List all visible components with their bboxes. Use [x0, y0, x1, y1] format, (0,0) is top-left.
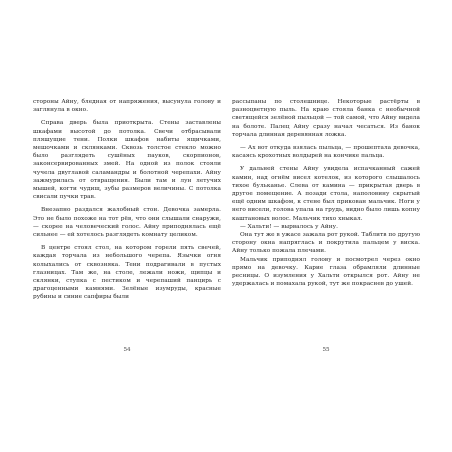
left-page [33, 98, 221, 302]
left-paragraph-2: Справа дверь была приоткрыта. Стены заставлены шкафами высотой до потолка. Свечи отбрасывали пляшущие тени. Полки шкафов набиты ящичками, мешочками и склянками. Сквозь толстое стекло можно было разглядеть сушёных пауков, скорпионов, законсервированных змей. На одной из полок стояли чучела двуглавой саламандры и болотной черепахи. Айну зажмурилась от отвращения. Были там и лун летучих мышей, когти чудищ, зубы размеров величины. С потолка свисали пучки трав. [33, 120, 221, 201]
right-paragraph-5: Она тут же в ужасе зажала рот рукой. Таблитв по другую сторону окна напряглась и покрутила пальцем у виска. Айну только пожала плечами. [232, 232, 420, 255]
left-page-number: 54 [123, 347, 131, 353]
right-paragraph-6: Мальчик приподнял голову и посмотрел через окно прямо на девочку. Карие глаза обрамляли длинные ресницы. О изумления у Хальти открылся рот. Айну не удержалась и помахала рукой, тут же покраснев до ушей. [232, 256, 420, 288]
right-page-number: 55 [322, 347, 330, 353]
right-paragraph-2: — Ах вот откуда взялась пыльца, — прошептала девочка, касаясь крохотных волдырей на кончике пальца. [232, 145, 420, 160]
right-paragraph-1: рассыпаны по столешнице. Некоторые растёрты в разноцветную пыль. На краю стояла банка с необычной светящейся зелёной пыльцой — той самой, что Айну видела на болоте. Палец Айну сразу начал чесаться. Из банок торчала длинная деревянная ложка. [232, 99, 420, 138]
right-paragraph-3: У дальней стены Айну увидела испачканный сажей камин, над огнём висел котелок, из которого слышалось тихое бульканье. Слева от камина — прикрытая дверь в другое помещение. А позади стола, наполовину скрытый ещё одним шкафом, к стене был прикован мальчик. Ноги у него висели, голова упала на грудь, видно было лишь копну каштановых волос. Мальчик тихо хныкал. [232, 166, 420, 222]
right-paragraph-4: — Хальти! — вырвалось у Айну. [240, 223, 338, 230]
left-paragraph-1: стороны Айну, бледная от напряжения, высунула голову и заглянула в окно. [33, 99, 221, 114]
left-paragraph-3: Внезапно раздался жалобный стон. Девочка замерла. Это не было похоже на тот рёв, что они слышали снаружи, — скорее на человеческий голос. Айну приподнялась ещё сильнее — ей хотелось разглядеть комнату целиком. [33, 207, 221, 239]
right-page [232, 98, 420, 288]
left-paragraph-4: В центре стоял стол, на котором горели пять свечей, каждая торчала из небольшого черепа. Язычки огня колыхались от сквозняка. Тени подрагивали в пустых глазницах. Там же, на столе, лежали ножи, щипцы и склянки, ступка с пестиком и черепаший панцирь с драгоценными камнями. Зелёные изумруды, красные рубины и синие сапфиры были [33, 245, 221, 301]
